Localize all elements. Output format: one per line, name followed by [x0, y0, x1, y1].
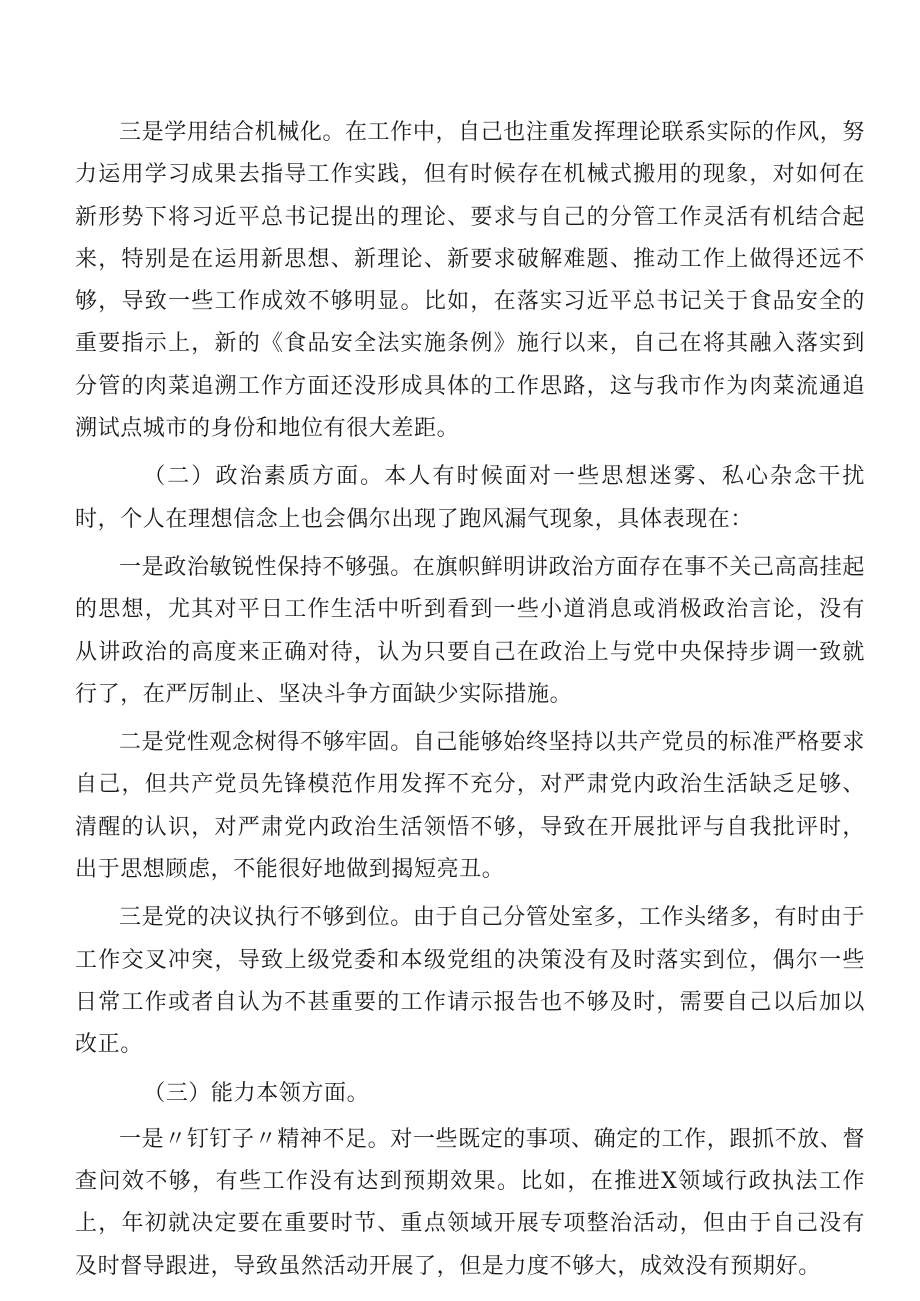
paragraph-resolution-execution: 三是党的决议执行不够到位。由于自己分管处室多，工作头绪多，有时由于工作交叉冲突，导致上级党委和本级党组的决策没有及时落实到位，偶尔一些日常工作或者自认为不甚重要的工作请示报告也不够及时，需要自己以后加以改正。: [75, 905, 865, 1058]
section-heading-ability: （三）能力本领方面。: [143, 1080, 370, 1106]
paragraph-party-spirit: 二是党性观念树得不够牢固。自己能够始终坚持以共产党员的标准严格要求自己，但共产党员先锋模范作用发挥不充分，对严肃党内政治生活缺乏足够、清醒的认识，对严肃党内政治生活领悟不够，导致在开展批评与自我批评时，出于思想顾虑，不能很好地做到揭短亮丑。: [75, 730, 865, 883]
document-body: [75, 112, 865, 1294]
paragraph-mechanization: 三是学用结合机械化。在工作中，自己也注重发挥理论联系实际的作风，努力运用学习成果去指导工作实践，但有时候存在机械式搬用的现象，对如何在新形势下将习近平总书记提出的理论、要求与自己的分管工作灵活有机结合起来，特别是在运用新思想、新理论、新要求破解难题、推动工作上做得还远不够，导致一些工作成效不够明显。比如，在落实习近平总书记关于食品安全的重要指示上，新的《食品安全法实施条例》施行以来，自己在将其融入落实到分管的肉菜追溯工作方面还没形成具体的工作思路，这与我市作为肉菜流通追溯试点城市的身份和地位有很大差距。: [75, 120, 865, 442]
section-heading-political-quality: （二）政治素质方面。本人有时候面对一些思想迷雾、私心杂念干扰时，个人在理想信念上也会偶尔出现了跑风漏气现象，具体表现在：: [75, 464, 865, 532]
paragraph-nail-spirit: 一是〃钉钉子〃精神不足。对一些既定的事项、确定的工作，跟抓不放、督查问效不够，有些工作没有达到预期效果。比如，在推进X领域行政执法工作上，年初就决定要在重要时节、重点领域开展专项整治活动，但由于自己没有及时督导跟进，导致虽然活动开展了，但是力度不够大，成效没有预期好。: [75, 1126, 865, 1279]
paragraph-political-sensitivity: 一是政治敏锐性保持不够强。在旗帜鲜明讲政治方面存在事不关己高高挂起的思想，尤其对平日工作生活中听到看到一些小道消息或消极政治言论，没有从讲政治的高度来正确对待，认为只要自己在政治上与党中央保持步调一致就行了，在严厉制止、坚决斗争方面缺少实际措施。: [75, 554, 865, 707]
